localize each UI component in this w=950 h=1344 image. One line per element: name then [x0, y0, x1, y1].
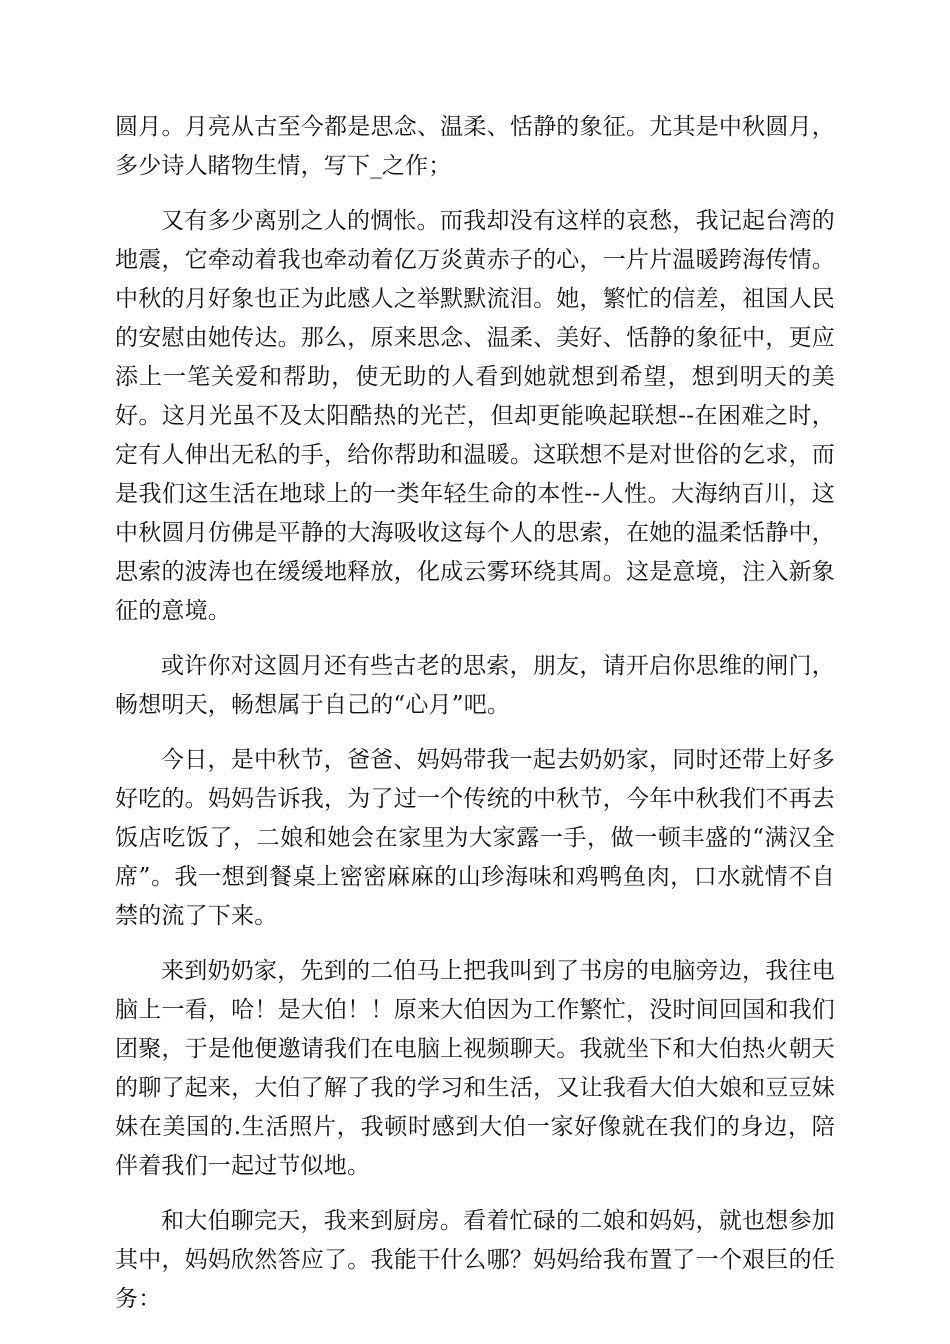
- paragraph-5: 来到奶奶家，先到的二伯马上把我叫到了书房的电脑旁边，我往电脑上一看，哈！是大伯！！原来大伯因为工作繁忙，没时间回国和我们团聚，于是他便邀请我们在电脑上视频聊天。我就坐下和大伯热火朝天的聊了起来，大伯了解了我的学习和生活，又让我看大伯大娘和豆豆妹妹在美国的.生活照片，我顿时感到大伯一家好像就在我们的身边，陪伴着我们一起过节似地。: [115, 958, 835, 1179]
- document-body: [115, 108, 835, 1335]
- paragraph-3: 或许你对这圆月还有些古老的思索，朋友，请开启你思维的闸门，畅想明天，畅想属于自己的“心月”吧。: [115, 653, 835, 718]
- paragraph-1: 圆月。月亮从古至今都是思念、温柔、恬静的象征。尤其是中秋圆月，多少诗人睹物生情，写下_之作；: [115, 114, 835, 179]
- paragraph-2: 又有多少离别之人的惆怅。而我却没有这样的哀愁，我记起台湾的地震，它牵动着我也牵动着亿万炎黄赤子的心，一片片温暖跨海传情。中秋的月好象也正为此感人之举默默流泪。她，繁忙的信差，祖国人民的安慰由她传达。那么，原来思念、温柔、美好、恬静的象征中，更应添上一笔关爱和帮助，使无助的人看到她就想到希望，想到明天的美好。这月光虽不及太阳酷热的光芒，但却更能唤起联想--在困难之时，定有人伸出无私的手，给你帮助和温暖。这联想不是对世俗的乞求，而是我们这生活在地球上的一类年轻生命的本性--人性。大海纳百川，这中秋圆月仿佛是平静的大海吸收这每个人的思索，在她的温柔恬静中，思索的波涛也在缓缓地释放，化成云雾环绕其周。这是意境，注入新象征的意境。: [115, 208, 835, 624]
- paragraph-4: 今日，是中秋节，爸爸、妈妈带我一起去奶奶家，同时还带上好多好吃的。妈妈告诉我，为了过一个传统的中秋节，今年中秋我们不再去饭店吃饭了，二娘和她会在家里为大家露一手，做一顿丰盛的“满汉全席”。我一想到餐桌上密密麻麻的山珍海味和鸡鸭鱼肉，口水就情不自禁的流了下来。: [115, 747, 835, 929]
- paragraph-6: 和大伯聊完天，我来到厨房。看着忙碌的二娘和妈妈，就也想参加其中，妈妈欣然答应了。我能干什么哪？妈妈给我布置了一个艰巨的任务：: [115, 1208, 835, 1312]
